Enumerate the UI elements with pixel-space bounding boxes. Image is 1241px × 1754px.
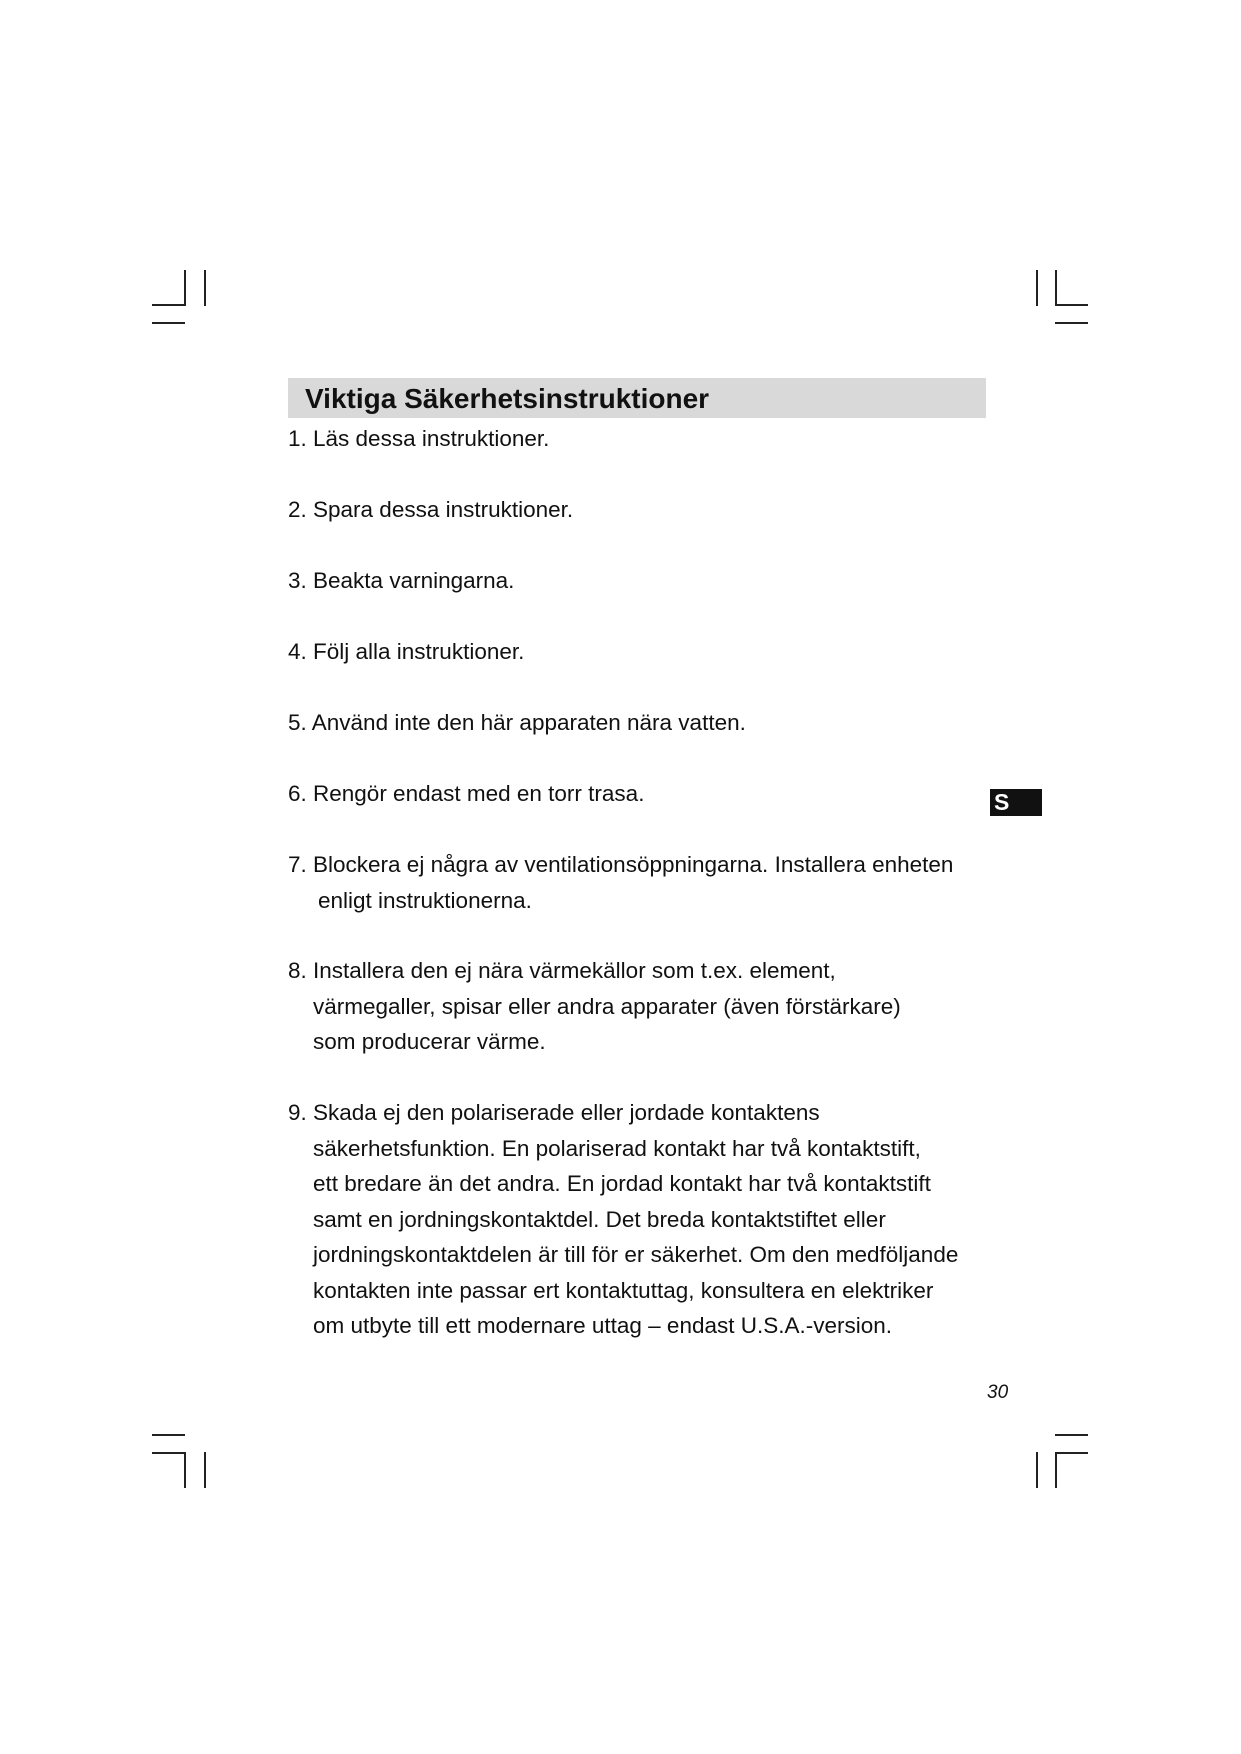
list-item-7 — [288, 847, 953, 918]
list-item-line: 4. Följ alla instruktioner. — [288, 639, 525, 664]
page-number: 30 — [987, 1382, 1009, 1403]
list-item-line: 1. Läs dessa instruktioner. — [288, 426, 550, 451]
list-item-9 — [288, 1095, 958, 1344]
list-item-3 — [288, 563, 514, 599]
list-item-5 — [288, 705, 746, 741]
list-item-line: samt en jordningskontaktdel. Det breda kontaktstiftet eller — [313, 1206, 886, 1232]
language-tab-label: S — [994, 789, 1010, 815]
list-item-line: ett bredare än det andra. En jordad kontakt har två kontaktstift — [313, 1171, 931, 1196]
list-item-line: som producerar värme. — [313, 1029, 546, 1054]
list-item-line: jordningskontaktdelen är till för er säkerhet. Om den medföljande — [313, 1242, 959, 1267]
page-title: Viktiga Säkerhetsinstruktioner — [305, 383, 710, 414]
list-item-line: om utbyte till ett modernare uttag – endast U.S.A.-version. — [313, 1313, 893, 1338]
list-item-line: värmegaller, spisar eller andra apparater (även förstärkare) — [313, 993, 901, 1019]
list-item-line: 8. Installera den ej nära värmekällor som t.ex. element, — [288, 958, 836, 983]
list-item-line: kontakten inte passar ert kontaktuttag, konsultera en elektriker — [313, 1277, 934, 1303]
list-item-line: säkerhetsfunktion. En polariserad kontakt har två kontaktstift, — [313, 1135, 921, 1161]
list-item-line: 5. Använd inte den här apparaten nära vatten. — [288, 710, 746, 735]
list-item-8 — [288, 953, 901, 1060]
list-item-line: 9. Skada ej den polariserade eller jordade kontaktens — [288, 1100, 820, 1125]
language-tab — [990, 789, 1042, 816]
list-item-4 — [288, 634, 524, 670]
list-item-2 — [288, 492, 573, 528]
list-item-line: 6. Rengör endast med en torr trasa. — [288, 781, 645, 806]
list-item-line: 2. Spara dessa instruktioner. — [288, 497, 574, 522]
list-item-line: enligt instruktionerna. — [318, 887, 532, 913]
list-item-6 — [288, 776, 644, 812]
list-item-line: 7. Blockera ej några av ventilationsöppningarna. Installera enheten — [288, 852, 954, 877]
list-item-1 — [288, 421, 549, 457]
list-item-line: 3. Beakta varningarna. — [288, 568, 515, 593]
